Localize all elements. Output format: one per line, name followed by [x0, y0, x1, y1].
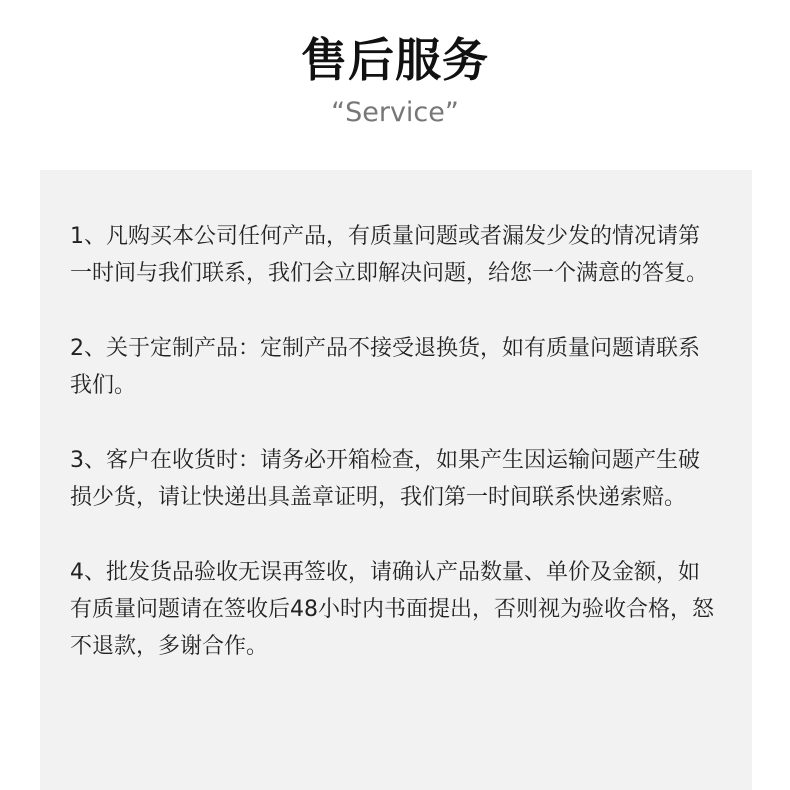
service-term-2: 2、关于定制产品：定制产品不接受退换货，如有质量问题请联系我们。: [70, 336, 700, 398]
page-header: [0, 0, 790, 170]
service-terms-panel: [40, 170, 752, 790]
service-term-1: 1、凡购买本公司任何产品，有质量问题或者漏发少发的情况请第一时间与我们联系，我们会立即解决问题，给您一个满意的答复。: [70, 224, 709, 286]
service-term-3: 3、客户在收货时：请务必开箱检查，如果产生因运输问题产生破损少货，请让快递出具盖章证明，我们第一时间联系快递索赔。: [70, 448, 700, 510]
service-terms-list: [70, 218, 718, 703]
page-title: 售后服务: [301, 33, 489, 87]
service-term-4: 4、批发货品验收无误再签收，请确认产品数量、单价及金额，如有质量问题请在签收后48小时内书面提出，否则视为验收合格，怒不退款，多谢合作。: [70, 560, 714, 659]
page-subtitle: “Service”: [331, 97, 459, 128]
